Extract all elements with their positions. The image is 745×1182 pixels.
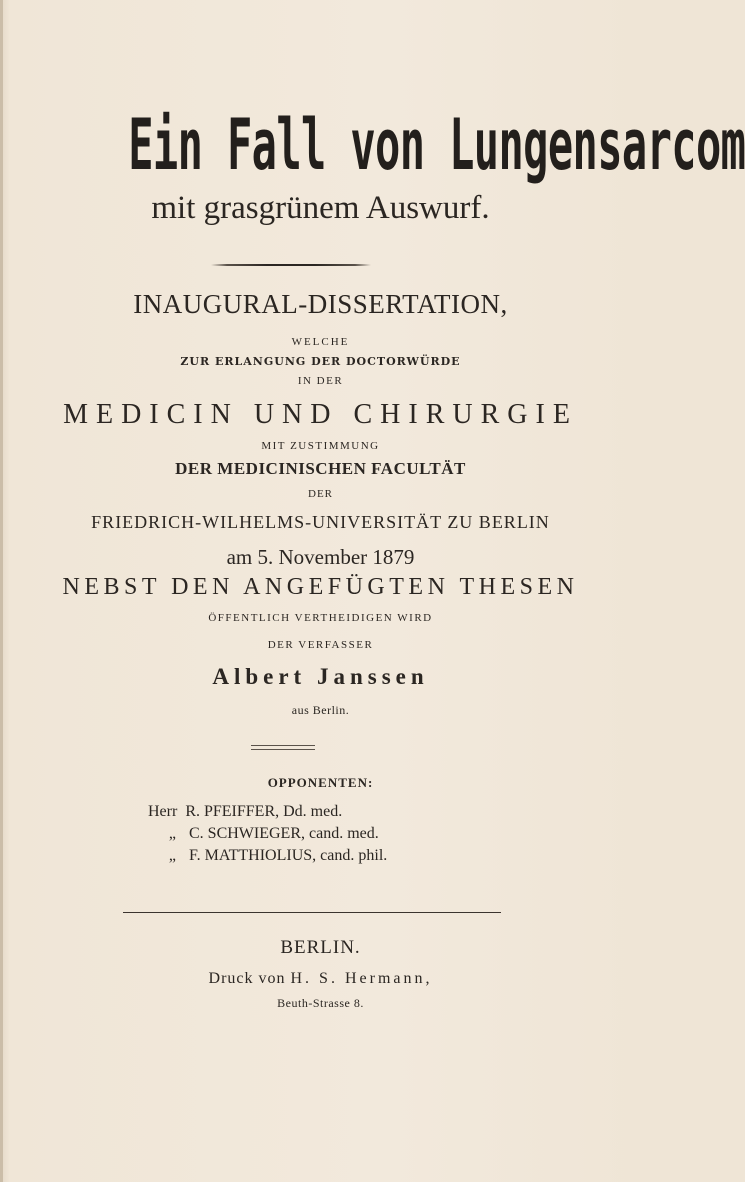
double-rule-top bbox=[251, 745, 315, 746]
oeffentlich-line: ÖFFENTLICH VERTHEIDIGEN WIRD bbox=[208, 612, 433, 624]
faculty-name: DER MEDICINISCHEN FACULTÄT bbox=[175, 459, 466, 478]
university-name: FRIEDRICH-WILHELMS-UNIVERSITÄT ZU BERLIN bbox=[91, 512, 550, 532]
in-der-line: IN DER bbox=[297, 375, 344, 387]
author-name: Albert Janssen bbox=[212, 664, 429, 689]
printer-name: H. S. Hermann, bbox=[290, 970, 433, 987]
printer-prefix: Druck von bbox=[208, 970, 286, 987]
opponent-name: F. MATTHIOLIUS, cand. phil. bbox=[189, 847, 388, 864]
opponent-entry bbox=[148, 846, 387, 866]
opponent-prefix: „ bbox=[168, 825, 176, 842]
printer-line bbox=[0, 970, 641, 988]
opponent-prefix: Herr bbox=[148, 803, 178, 820]
defense-date: am 5. November 1879 bbox=[226, 545, 415, 569]
erlangung-line: ZUR ERLANGUNG DER DOCTORWÜRDE bbox=[180, 355, 461, 368]
opponent-entry bbox=[148, 802, 342, 822]
book-subtitle: mit grasgrünem Auswurf. bbox=[151, 190, 490, 226]
opponent-name: C. SCHWIEGER, cand. med. bbox=[189, 825, 379, 842]
book-title: Ein Fall von Lungensarcom bbox=[128, 104, 745, 186]
author-origin: aus Berlin. bbox=[291, 703, 350, 717]
welche-line: WELCHE bbox=[291, 336, 350, 348]
opponents-heading: OPPONENTEN: bbox=[267, 775, 374, 790]
der-line: DER bbox=[308, 488, 333, 500]
opponent-prefix: „ bbox=[168, 847, 176, 864]
double-rule-bottom bbox=[251, 749, 315, 750]
verfasser-line: DER VERFASSER bbox=[267, 639, 374, 651]
opponent-name: R. PFEIFFER, Dd. med. bbox=[185, 803, 343, 820]
printer-address: Beuth-Strasse 8. bbox=[277, 996, 364, 1010]
opponent-entry bbox=[148, 824, 379, 844]
ornamental-rule bbox=[211, 264, 371, 266]
mit-zustimmung-line: MIT ZUSTIMMUNG bbox=[261, 440, 380, 452]
theses-line: NEBST DEN ANGEFÜGTEN THESEN bbox=[62, 574, 579, 600]
faculty-field: MEDICIN UND CHIRURGIE bbox=[63, 399, 578, 430]
dissertation-heading: INAUGURAL-DISSERTATION, bbox=[133, 289, 508, 319]
publication-city: BERLIN. bbox=[280, 937, 361, 958]
divider-rule bbox=[123, 912, 501, 913]
